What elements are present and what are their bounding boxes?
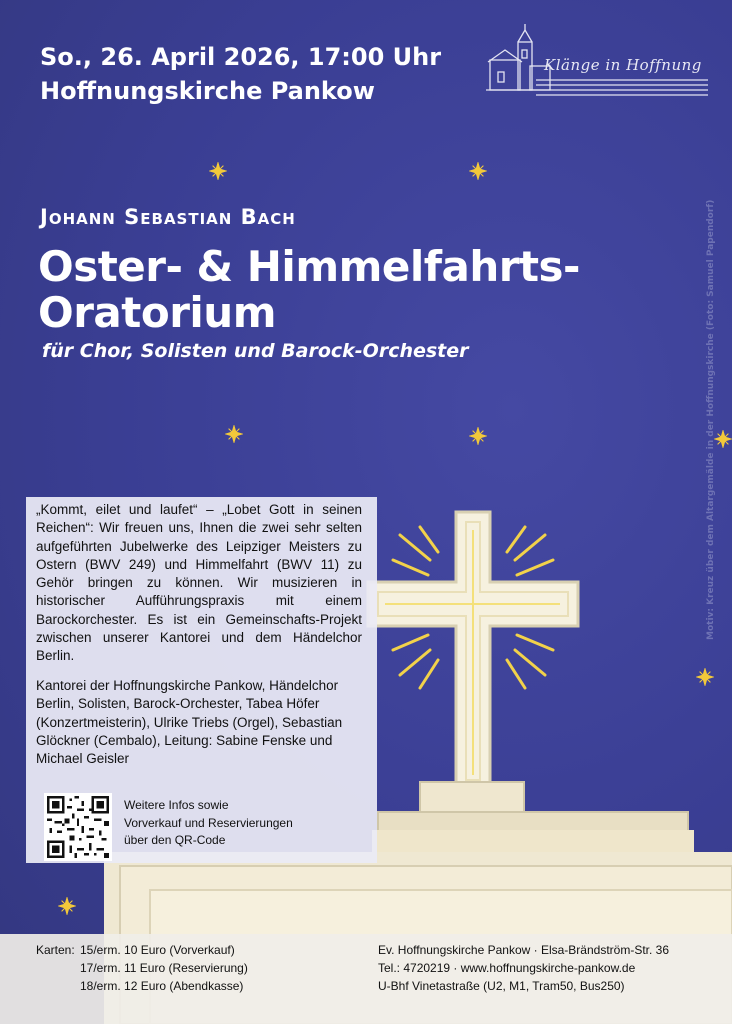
venue-contact[interactable]: Tel.: 4720219 · www.hoffnungskirche-pankow.de bbox=[378, 961, 636, 975]
ticket-row bbox=[36, 959, 248, 977]
ticket-label: Karten: bbox=[36, 943, 75, 957]
star-icon bbox=[209, 162, 227, 180]
concert-title bbox=[38, 244, 580, 336]
event-header bbox=[40, 40, 441, 108]
ticket-row bbox=[36, 977, 248, 995]
composer-name: Johann Sebastian Bach bbox=[40, 205, 296, 229]
ticket-price: 15/erm. 10 Euro (Vorverkauf) bbox=[80, 943, 235, 957]
performers-text: Kantorei der Hoffnungskirche Pankow, Händelchor Berlin, Solisten, Barock-Orchester, Tabea Höfer (Konzertmeisterin), Ulrike Triebs (Orgel), Sebastian Glöckner (Cembalo), Leitung: Sabine Fenske und Michael Geisler bbox=[36, 678, 343, 767]
star-icon bbox=[58, 897, 76, 915]
logo-text: Klänge in Hoffnung bbox=[544, 56, 702, 74]
venue-info bbox=[378, 941, 669, 995]
qr-caption bbox=[124, 797, 324, 850]
qr-code-icon[interactable] bbox=[44, 793, 112, 861]
star-icon bbox=[696, 668, 714, 686]
ticket-prices bbox=[36, 941, 248, 995]
event-date: So., 26. April 2026, 17:00 Uhr bbox=[40, 43, 442, 71]
concert-subtitle: für Chor, Solisten und Barock-Orchester bbox=[42, 340, 469, 362]
ticket-row bbox=[36, 941, 248, 959]
star-icon bbox=[225, 425, 243, 443]
photo-credit: Motiv: Kreuz über dem Altargemälde in der Hoffnungskirche (Foto: Samuel Papendorf) bbox=[706, 199, 716, 640]
title-line-2: Oratorium bbox=[38, 288, 276, 337]
star-icon bbox=[469, 427, 487, 445]
venue-address: Ev. Hoffnungskirche Pankow · Elsa-Brändström-Str. 36 bbox=[378, 943, 670, 957]
star-icon bbox=[714, 430, 732, 448]
intro-text: „Kommt, eilet und laufet“ – „Lobet Gott in seinen Reichen“: Wir freuen uns, Ihnen die zwei sehr selten aufgeführten Jubelwerke des Leipziger Meisters zu Ostern (BWV 249) und Himmelfahrt (BWV 11) zu Gehör bringen zu können. Wir musizieren in historischer Aufführungspraxis mit einem Barockorchester. Es ist ein Gemeinschafts-Projekt zwischen unserer Kantorei und dem Händelchor Berlin. bbox=[36, 502, 362, 664]
ticket-price: 17/erm. 11 Euro (Reservierung) bbox=[80, 961, 248, 975]
qr-caption-line: Weitere Infos sowie bbox=[124, 798, 229, 812]
event-venue: Hoffnungskirche Pankow bbox=[40, 77, 375, 105]
qr-caption-line: Vorverkauf und Reservierungen bbox=[124, 815, 293, 830]
title-line-1: Oster- & Himmelfahrts- bbox=[38, 242, 580, 291]
ticket-price: 18/erm. 12 Euro (Abendkasse) bbox=[80, 979, 244, 993]
venue-transit: U-Bhf Vinetastraße (U2, M1, Tram50, Bus250) bbox=[378, 979, 625, 993]
qr-caption-line: über den QR-Code bbox=[124, 833, 226, 847]
star-icon bbox=[469, 162, 487, 180]
